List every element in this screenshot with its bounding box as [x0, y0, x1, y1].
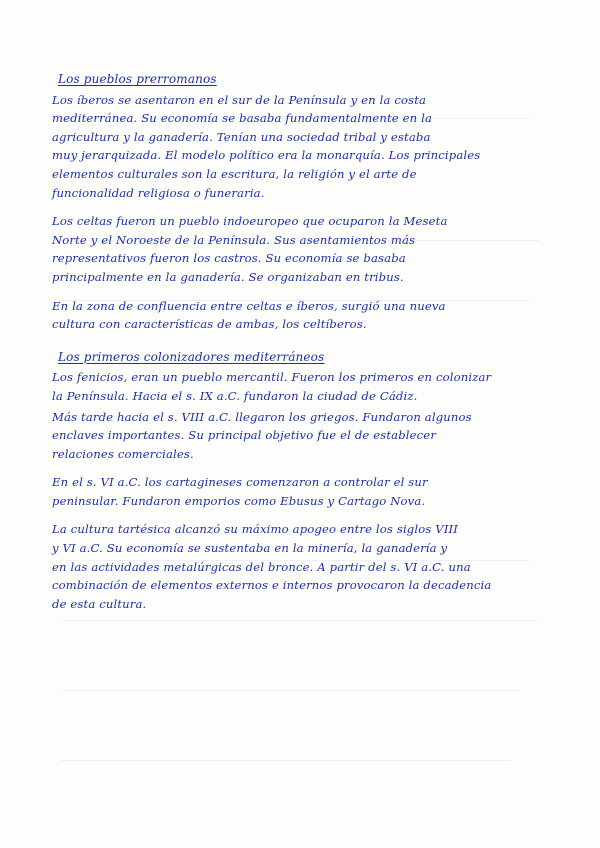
- paragraph-cartagineses: En el s. VI a.C. los cartagineses comenzaron a controlar el sur peninsular. Fundaron emporios como Ebusus y Cartago Nova.: [52, 475, 428, 508]
- handwritten-notes: [52, 70, 562, 623]
- section-heading-prerromanos: Los pueblos prerromanos: [58, 72, 217, 86]
- paragraph-griegos: Más tarde hacia el s. VIII a.C. llegaron los griegos. Fundaron algunos enclaves importantes. Su principal objetivo fue el de establecer relaciones comerciales.: [52, 409, 472, 461]
- paragraph-iberos: Los íberos se asentaron en el sur de la Península y en la costa mediterránea. Su economía se basaba fundamentalmente en la agricultura y la ganadería. Tenían una sociedad tribal y estaba muy jerarquizada. El modelo político era la monarquía. Los principales elementos culturales son la escritura, la religión y el arte de funcionalidad religiosa o funeraria.: [52, 92, 481, 200]
- paragraph-celtiberos: En la zona de confluencia entre celtas e íberos, surgió una nueva cultura con características de ambas, los celtíberos.: [52, 298, 446, 332]
- paragraph-tartessos: La cultura tartésica alcanzó su máximo apogeo entre los siglos VIII y VI a.C. Su economía se sustentaba en la minería, la ganadería y en las actividades metalúrgicas del bronce. A partir del s. VI a.C. una combinación de elementos externos e internos provocaron la decadencia de esta cultura.: [52, 522, 492, 611]
- section-heading-colonizadores: Los primeros colonizadores mediterráneos: [58, 349, 325, 364]
- paragraph-celtas: Los celtas fueron un pueblo indoeuropeo que ocuparon la Meseta Norte y el Noroeste de la Península. Sus asentamientos más representativos fueron los castros. Su economía se basaba principalmente en la ganadería. Se organizaban en tribus.: [52, 214, 448, 284]
- paragraph-fenicios: Los fenicios, eran un pueblo mercantil. Fueron los primeros en colonizar la Península. Hacia el s. IX a.C. fundaron la ciudad de Cádiz.: [52, 370, 492, 403]
